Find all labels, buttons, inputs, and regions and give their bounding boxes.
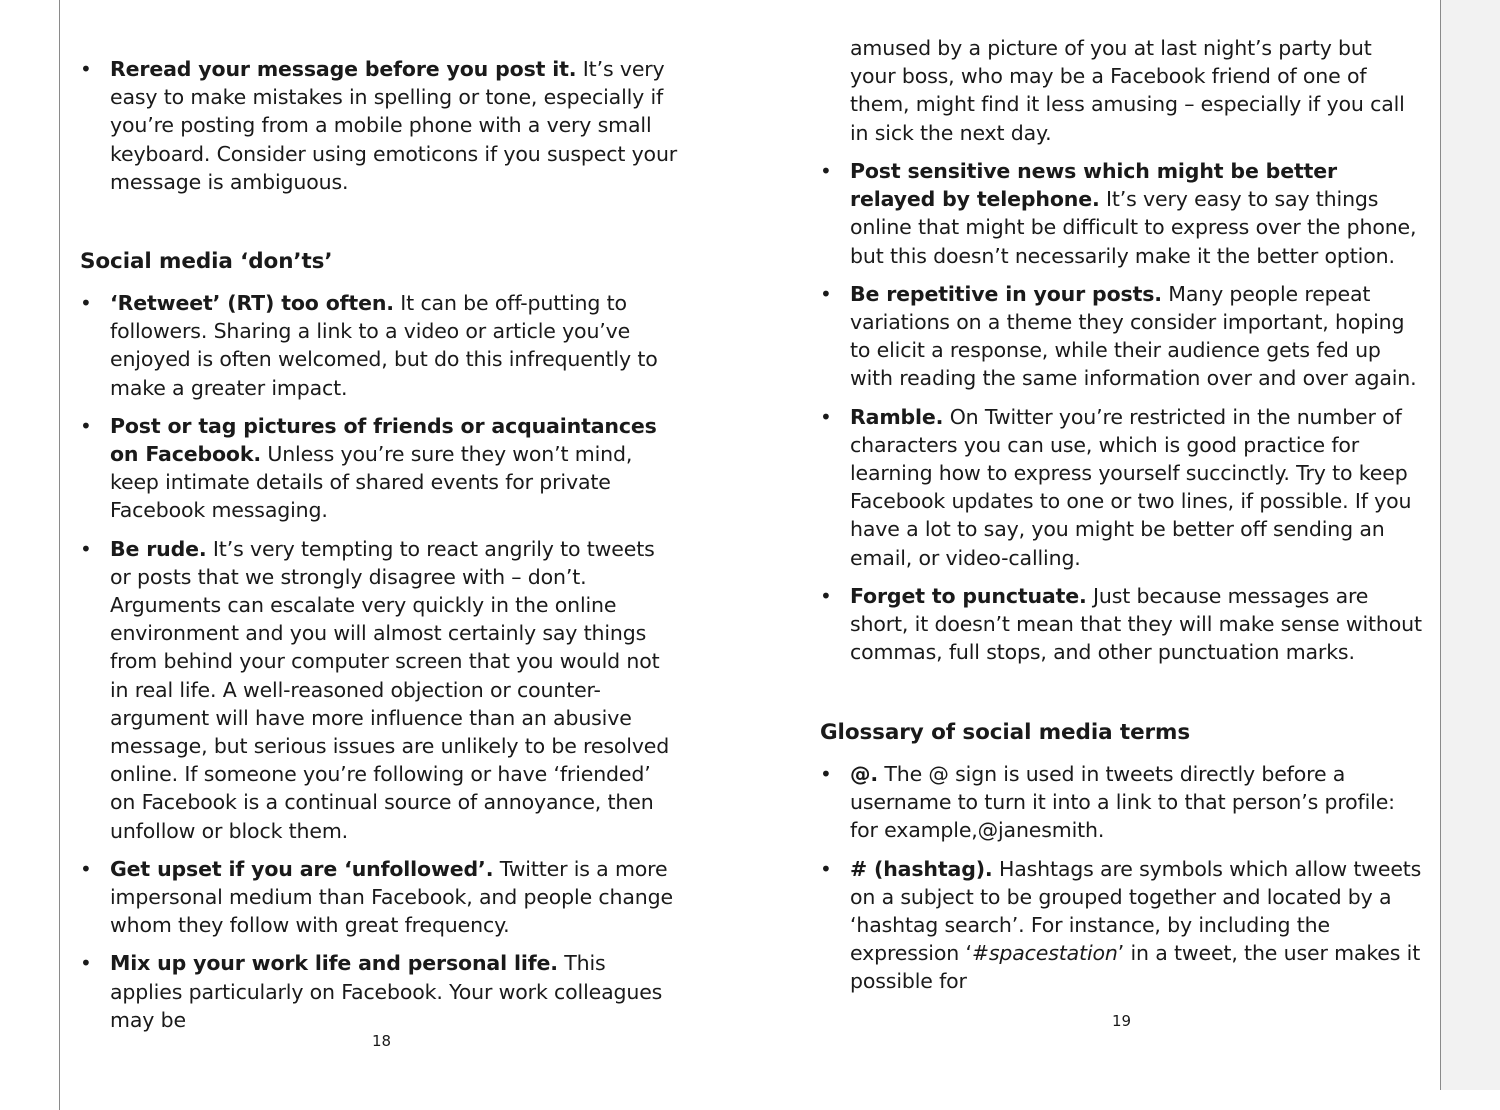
hashtag-example: #spacestation: [971, 941, 1118, 966]
bullet-icon: •: [820, 159, 832, 183]
bullet-icon: •: [80, 856, 92, 881]
section-heading-donts: Social media ‘don’ts’: [80, 249, 333, 274]
right-page-edge: [1440, 0, 1441, 1090]
right-margin-shade: [1441, 0, 1500, 1090]
bullet-icon: •: [80, 413, 92, 438]
item-lead: # (hashtag).: [850, 856, 993, 881]
donts-list-continued: [820, 157, 1422, 676]
item-body: It’s very easy to make mistakes in spelling or tone, especially if you’re posting from a mobile phone with a very small keyboard. Consider using emoticons if you suspect your message is ambiguous.: [110, 57, 678, 194]
item-body: It can be off-putting to followers. Sharing a link to a video or article you’ve enjoyed is often welcomed, but do this infrequently to make a greater impact.: [110, 291, 658, 400]
item-lead: @.: [850, 762, 878, 786]
bullet-icon: •: [820, 281, 832, 306]
bullet-icon: •: [820, 856, 832, 881]
item-body: This applies particularly on Facebook. Your work colleagues may be: [110, 951, 663, 1032]
item-body: The @ sign is used in tweets directly before a username to turn it into a link to that person’s profile: for example,@janesmith.: [850, 762, 1395, 843]
page-number-right: 19: [1112, 1012, 1132, 1030]
bullet-icon: •: [80, 291, 92, 315]
list-item: [80, 289, 680, 402]
bullet-icon: •: [820, 404, 832, 429]
item-lead: Mix up your work life and personal life.: [110, 951, 558, 976]
item-body-end: ’ in a tweet, the user makes it possible for: [850, 941, 1421, 994]
glossary-item: [820, 760, 1422, 845]
item-lead: Reread your message before you post it.: [110, 57, 577, 81]
intro-list: [80, 55, 680, 206]
item-lead: Ramble.: [850, 404, 944, 429]
item-body: Unless you’re sure they won’t mind, keep intimate details of shared events for private Facebook messaging.: [110, 442, 633, 523]
continued-paragraph: amused by a picture of you at last night’s party but your boss, who may be a Facebook friend of one of them, might find it less amusing – especially if you call in sick the next day.: [850, 36, 1405, 145]
list-item: [80, 55, 680, 196]
bullet-icon: •: [80, 57, 92, 81]
item-body: It’s very tempting to react angrily to tweets or posts that we strongly disagree with – don’t. Arguments can escalate very quickly in the online environment and you will almost certainly say things from behind your computer screen that you would not in real life. A well-reasoned objection or counter-argument will have more influence than an abusive message, but serious issues are unlikely to be resolved online. If someone you’re following or have ‘friended’ on Facebook is a continual source of annoyance, then unfollow or block them.: [110, 536, 670, 843]
item-body: On Twitter you’re restricted in the number of characters you can use, which is good practice for learning how to express yourself succinctly. Try to keep Facebook updates to one or two lines, if possible. If you have a lot to say, you might be better off sending an email, or video-calling.: [850, 404, 1412, 570]
list-item: [820, 582, 1422, 667]
item-lead: Get upset if you are ‘unfollowed’.: [110, 856, 494, 881]
glossary-item: [820, 855, 1422, 996]
item-body: Just because messages are short, it doesn’t mean that they will make sense without commas, full stops, and other punctuation marks.: [850, 583, 1422, 665]
list-item: [80, 855, 680, 940]
item-lead: Be repetitive in your posts.: [850, 281, 1162, 306]
glossary-list: [820, 760, 1422, 1006]
item-body: It’s very easy to say things online that might be difficult to express over the phone, but this doesn’t necessarily make it the better option.: [850, 187, 1417, 268]
item-lead: ‘Retweet’ (RT) too often.: [110, 291, 394, 315]
item-lead: Forget to punctuate.: [850, 583, 1087, 608]
list-item: [820, 157, 1422, 270]
left-page-edge: [59, 0, 60, 1110]
item-body: Hashtags are symbols which allow tweets on a subject to be grouped together and located by a ‘hashtag search’. For instance, by including the expression ‘: [850, 856, 1422, 966]
list-item: [80, 535, 680, 845]
item-lead: Post sensitive news which might be better relayed by telephone.: [850, 159, 1337, 212]
section-heading-glossary: Glossary of social media terms: [820, 720, 1191, 745]
list-item: [820, 403, 1422, 572]
item-body: Twitter is a more impersonal medium than Facebook, and people change whom they follow with great frequency.: [110, 856, 673, 938]
bullet-icon: •: [820, 583, 832, 608]
item-body: Many people repeat variations on a theme they consider important, hoping to elicit a response, while their audience gets fed up with reading the same information over and over again.: [850, 281, 1417, 391]
item-lead: Post or tag pictures of friends or acquaintances on Facebook.: [110, 413, 657, 467]
page-number-left: 18: [372, 1032, 392, 1050]
list-item: [80, 412, 680, 525]
list-item: [820, 280, 1422, 393]
list-item: [80, 949, 680, 1034]
item-lead: Be rude.: [110, 536, 207, 561]
bullet-icon: •: [820, 762, 832, 786]
bullet-icon: •: [80, 951, 92, 976]
bullet-icon: •: [80, 536, 92, 561]
donts-list: [80, 289, 680, 1044]
